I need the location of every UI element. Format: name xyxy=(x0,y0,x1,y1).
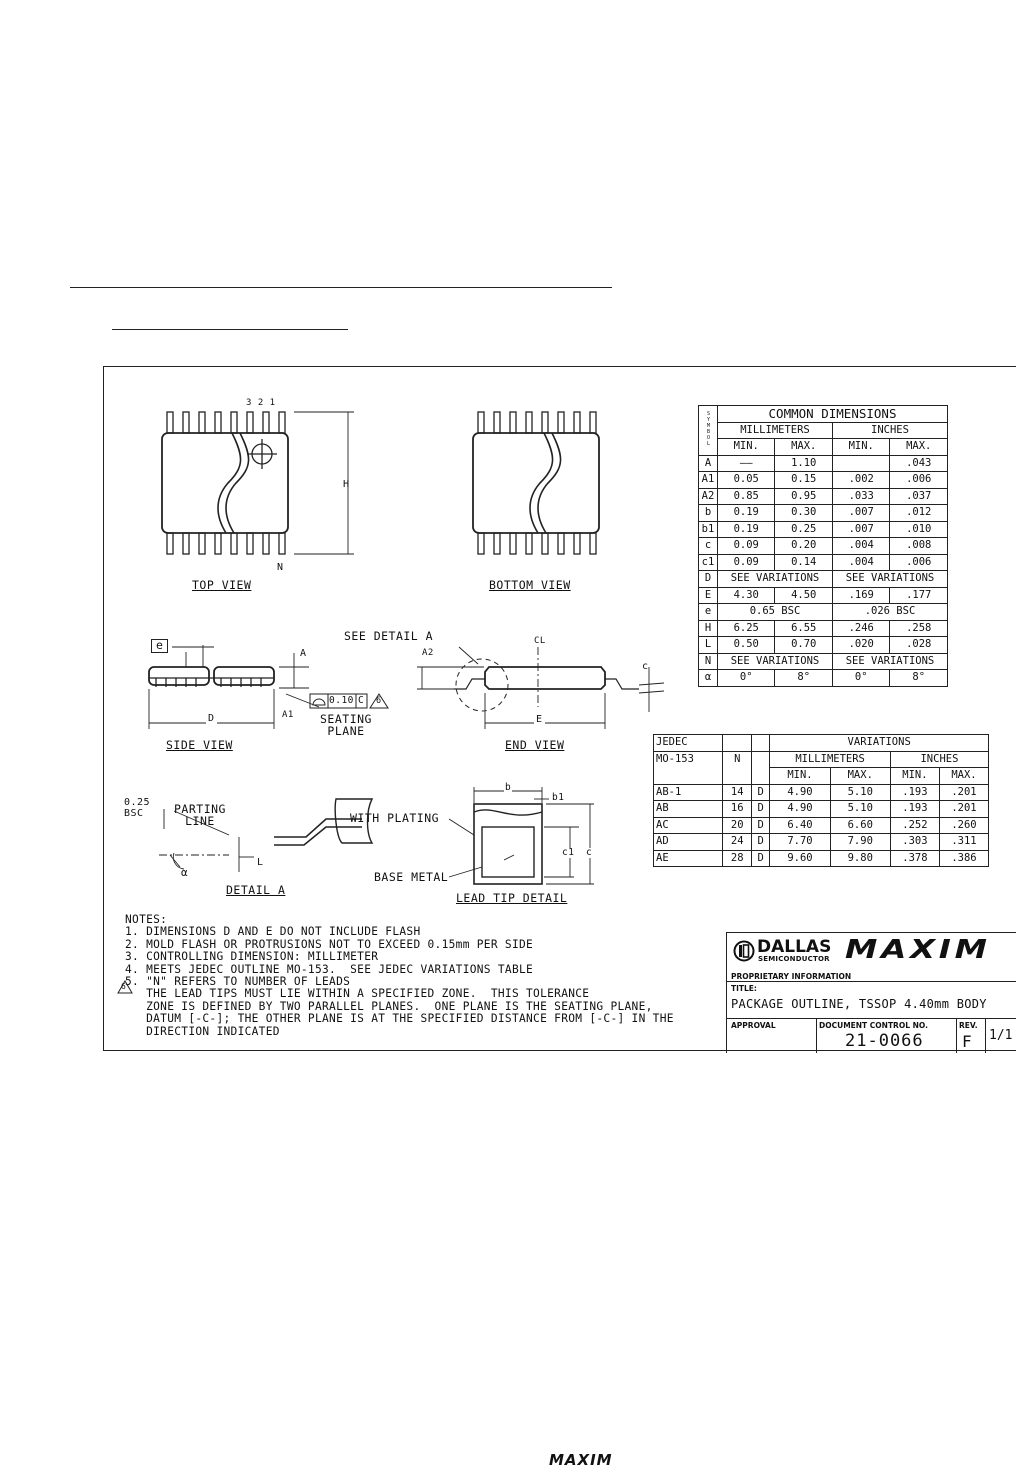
blank-header-1 xyxy=(723,735,752,752)
dimension-cell: 0.15 xyxy=(775,472,833,489)
note-line: 2. MOLD FLASH OR PROTRUSIONS NOT TO EXCEED 0.15mm PER SIDE xyxy=(125,937,534,951)
approval-divider xyxy=(816,1018,817,1053)
title-field-label: TITLE: xyxy=(731,984,757,993)
common-dimension-row xyxy=(699,488,948,505)
dimension-cell: —— xyxy=(718,455,775,472)
centerline-label: CL xyxy=(534,636,546,646)
common-dimension-row xyxy=(699,538,948,555)
dimension-cell: 6.25 xyxy=(718,620,775,637)
dimension-cell: 0.25 xyxy=(775,521,833,538)
dimension-cell: .246 xyxy=(832,620,889,637)
dimension-cell: 0.09 xyxy=(718,554,775,571)
common-dimension-row xyxy=(699,472,948,489)
doc-control-number: 21-0066 xyxy=(845,1031,924,1051)
top-view-package xyxy=(162,433,288,533)
dimension-cell: 0.85 xyxy=(718,488,775,505)
common-dimension-row xyxy=(699,653,948,670)
dimension-cell: SEE VARIATIONS xyxy=(718,653,833,670)
title-block xyxy=(726,932,1016,1053)
note-line: 3. CONTROLLING DIMENSION: MILLIMETER xyxy=(125,950,379,964)
symbol-header-text: SYMBOL xyxy=(705,411,712,448)
variation-cell: D xyxy=(752,834,770,851)
dimension-cell: .004 xyxy=(832,554,889,571)
dallas-logo-text: DALLAS xyxy=(757,937,832,957)
dimension-cell: .010 xyxy=(890,521,948,538)
dimension-cell: .008 xyxy=(890,538,948,555)
mm-min-header: MIN. xyxy=(718,439,775,456)
variation-row xyxy=(654,817,989,834)
variation-cell: 6.60 xyxy=(830,817,890,834)
document-title: PACKAGE OUTLINE, TSSOP 4.40mm BODY xyxy=(731,997,987,1011)
side-view-label: SIDE VIEW xyxy=(166,738,233,752)
variation-cell: 4.90 xyxy=(770,784,830,801)
common-dimension-row xyxy=(699,455,948,472)
dimension-cell: .006 xyxy=(890,554,948,571)
common-dimension-row xyxy=(699,620,948,637)
see-detail-a-label: SEE DETAIL A xyxy=(344,629,434,643)
dimension-cell: 0.95 xyxy=(775,488,833,505)
seating-plane-label: SEATING PLANE xyxy=(320,712,372,738)
base-metal-label: BASE METAL xyxy=(374,870,449,884)
dimension-cell: .258 xyxy=(890,620,948,637)
variation-row xyxy=(654,834,989,851)
rev-value: F xyxy=(962,1032,972,1051)
dimension-symbol: c xyxy=(699,538,718,555)
e-pitch-box: e xyxy=(151,639,168,653)
dimension-cell: 0.70 xyxy=(775,637,833,654)
variation-cell: .260 xyxy=(939,817,988,834)
variation-cell: AE xyxy=(654,850,723,867)
dimension-cell: 6.55 xyxy=(775,620,833,637)
header-rule-long xyxy=(70,287,612,288)
bottom-view-package xyxy=(473,412,599,554)
a2-dimension-label: A2 xyxy=(422,648,434,658)
l-dimension-label: L xyxy=(257,857,264,868)
variation-cell: 5.10 xyxy=(830,801,890,818)
variations-title: VARIATIONS xyxy=(770,735,989,752)
var-in-min: MIN. xyxy=(890,768,939,785)
var-mm-max: MAX. xyxy=(830,768,890,785)
var-mm-header: MILLIMETERS xyxy=(770,751,891,768)
dimension-symbol: A xyxy=(699,455,718,472)
c-thickness-label: c xyxy=(642,661,649,672)
dimension-symbol: A2 xyxy=(699,488,718,505)
dimension-cell: .004 xyxy=(832,538,889,555)
variation-cell: 28 xyxy=(723,850,752,867)
c-total-label: c xyxy=(586,847,593,858)
dimension-cell: 0.09 xyxy=(718,538,775,555)
common-dimension-row xyxy=(699,637,948,654)
variation-cell: .386 xyxy=(939,850,988,867)
dimension-cell: .028 xyxy=(890,637,948,654)
variation-cell: .193 xyxy=(890,784,939,801)
variation-cell: 9.80 xyxy=(830,850,890,867)
note-line: 5. "N" REFERS TO NUMBER OF LEADS xyxy=(125,975,351,989)
mo-153-header: MO-153 xyxy=(654,751,723,784)
variation-cell: 16 xyxy=(723,801,752,818)
variation-cell: .193 xyxy=(890,801,939,818)
dimension-cell: 0.19 xyxy=(718,505,775,522)
variation-cell: .252 xyxy=(890,817,939,834)
inches-header: INCHES xyxy=(832,422,947,439)
dimension-cell: .026 BSC xyxy=(832,604,947,621)
var-in-header: INCHES xyxy=(890,751,988,768)
jedec-header: JEDEC xyxy=(654,735,723,752)
common-dimension-row xyxy=(699,670,948,687)
variation-cell: 4.90 xyxy=(770,801,830,818)
lead-tip-detail-drawing xyxy=(449,787,594,884)
note-6-marker: 6 xyxy=(121,982,127,991)
variation-cell: 14 xyxy=(723,784,752,801)
dimension-symbol: N xyxy=(699,653,718,670)
dimension-cell: 0.19 xyxy=(718,521,775,538)
dimension-cell: SEE VARIATIONS xyxy=(832,571,947,588)
variation-cell: AC xyxy=(654,817,723,834)
variation-cell: AD xyxy=(654,834,723,851)
dimension-cell: 0.05 xyxy=(718,472,775,489)
common-dimension-row xyxy=(699,571,948,588)
dimension-cell: 0.30 xyxy=(775,505,833,522)
variation-cell: 24 xyxy=(723,834,752,851)
variations-table xyxy=(653,734,989,867)
maxim-logo: MAXIM xyxy=(845,935,991,965)
dimension-symbol: b xyxy=(699,505,718,522)
dimension-cell xyxy=(832,455,889,472)
sheet-number: 1/1 xyxy=(989,1028,1013,1043)
top-view-label: TOP VIEW xyxy=(192,578,252,592)
end-view-label: END VIEW xyxy=(505,738,565,752)
dimension-cell: SEE VARIATIONS xyxy=(718,571,833,588)
dimension-symbol: e xyxy=(699,604,718,621)
mm-max-header: MAX. xyxy=(775,439,833,456)
in-min-header: MIN. xyxy=(832,439,889,456)
dimension-cell: .007 xyxy=(832,521,889,538)
dimension-cell: .012 xyxy=(890,505,948,522)
variation-cell: 7.70 xyxy=(770,834,830,851)
package-outline-drawing xyxy=(103,366,1016,1051)
variation-cell: 6.40 xyxy=(770,817,830,834)
note-line: DATUM [-C-]; THE OTHER PLANE IS AT THE SPECIFIED DISTANCE FROM [-C-] IN THE xyxy=(125,1012,674,1026)
variation-cell: D xyxy=(752,850,770,867)
in-max-header: MAX. xyxy=(890,439,948,456)
variation-cell: 7.90 xyxy=(830,834,890,851)
proprietary-label: PROPRIETARY INFORMATION xyxy=(731,972,852,981)
variation-cell: .201 xyxy=(939,784,988,801)
dallas-logo-icon xyxy=(733,940,755,962)
parting-line-label: PARTING LINE xyxy=(174,802,226,828)
detail-a-label: DETAIL A xyxy=(226,883,286,897)
notes-heading: NOTES: xyxy=(125,913,168,926)
h-dimension-label: H xyxy=(343,479,350,490)
dimension-cell: 0.20 xyxy=(775,538,833,555)
symbol-header xyxy=(699,406,718,456)
common-dimensions-title: COMMON DIMENSIONS xyxy=(718,406,948,423)
common-dimension-row xyxy=(699,587,948,604)
dimension-cell: 1.10 xyxy=(775,455,833,472)
dimension-symbol: E xyxy=(699,587,718,604)
header-rule-short xyxy=(112,329,348,330)
blank-header-3 xyxy=(752,751,770,784)
dimension-cell: 0.65 BSC xyxy=(718,604,833,621)
variation-row xyxy=(654,784,989,801)
doc-control-label: DOCUMENT CONTROL NO. xyxy=(819,1021,928,1030)
dimension-cell: 4.50 xyxy=(775,587,833,604)
dimension-symbol: c1 xyxy=(699,554,718,571)
dimension-symbol: L xyxy=(699,637,718,654)
n-pin-label: N xyxy=(277,562,284,573)
variation-cell: 5.10 xyxy=(830,784,890,801)
with-plating-label: WITH PLATING xyxy=(350,811,440,825)
a1-dimension-label: A1 xyxy=(282,710,294,720)
dimension-cell: .020 xyxy=(832,637,889,654)
variation-row xyxy=(654,801,989,818)
variation-cell: D xyxy=(752,801,770,818)
sheet-divider xyxy=(985,1018,986,1053)
flatness-datum: C xyxy=(358,695,365,706)
notes-block xyxy=(125,914,674,1038)
var-mm-min: MIN. xyxy=(770,768,830,785)
dimension-cell: .033 xyxy=(832,488,889,505)
dimension-symbol: b1 xyxy=(699,521,718,538)
blank-header-2 xyxy=(752,735,770,752)
dimension-cell: SEE VARIATIONS xyxy=(832,653,947,670)
footer-maxim-logo: MAXIM xyxy=(549,1451,613,1469)
note-line: 1. DIMENSIONS D AND E DO NOT INCLUDE FLASH xyxy=(125,925,421,939)
d-dimension-label: D xyxy=(208,713,215,724)
common-dimension-row xyxy=(699,505,948,522)
note-line: ZONE IS DEFINED BY TWO PARALLEL PLANES. ONE PLANE IS THE SEATING PLANE, xyxy=(125,999,653,1013)
pin-numbers-label: 3 2 1 xyxy=(246,398,276,408)
n-header: N xyxy=(723,751,752,784)
dimension-cell: 0.14 xyxy=(775,554,833,571)
b1-width-label: b1 xyxy=(552,792,565,803)
dimension-cell: .043 xyxy=(890,455,948,472)
variation-cell: D xyxy=(752,817,770,834)
common-dimension-row xyxy=(699,604,948,621)
note-line: THE LEAD TIPS MUST LIE WITHIN A SPECIFIED ZONE. THIS TOLERANCE xyxy=(125,987,590,1001)
variation-cell: 9.60 xyxy=(770,850,830,867)
variation-cell: .303 xyxy=(890,834,939,851)
alpha-angle-label: α xyxy=(181,866,189,879)
dimension-cell: .169 xyxy=(832,587,889,604)
dimension-cell: .007 xyxy=(832,505,889,522)
bsc-025-label: 0.25 BSC xyxy=(124,797,151,819)
dimension-symbol: α xyxy=(699,670,718,687)
dimension-cell: 0.50 xyxy=(718,637,775,654)
variation-cell: 20 xyxy=(723,817,752,834)
variation-row xyxy=(654,850,989,867)
variation-cell: D xyxy=(752,784,770,801)
flatness-note-marker: 6 xyxy=(376,696,382,706)
dimension-symbol: D xyxy=(699,571,718,588)
dimension-cell: .177 xyxy=(890,587,948,604)
top-view-leads-bottom xyxy=(167,533,285,554)
dimension-cell: 8° xyxy=(890,670,948,687)
e-dimension-label: E xyxy=(536,714,543,725)
title-divider-2 xyxy=(727,1018,1016,1019)
title-divider-1 xyxy=(727,981,1016,982)
c1-thickness-label: c1 xyxy=(562,847,575,858)
mm-header: MILLIMETERS xyxy=(718,422,833,439)
bottom-view-label: BOTTOM VIEW xyxy=(489,578,571,592)
a-dimension-label: A xyxy=(300,648,307,659)
b-width-label: b xyxy=(505,782,512,793)
variation-cell: AB-1 xyxy=(654,784,723,801)
note-line: 4. MEETS JEDEC OUTLINE MO-153. SEE JEDEC VARIATIONS TABLE xyxy=(125,962,534,976)
flatness-value: 0.10 xyxy=(329,695,354,706)
dimension-cell: 8° xyxy=(775,670,833,687)
note-line: DIRECTION INDICATED xyxy=(125,1024,280,1038)
dimension-cell: .006 xyxy=(890,472,948,489)
notes-lines xyxy=(125,926,674,1038)
dimension-cell: 0° xyxy=(718,670,775,687)
dimension-cell: 4.30 xyxy=(718,587,775,604)
variation-cell: .201 xyxy=(939,801,988,818)
variation-cell: .378 xyxy=(890,850,939,867)
lead-tip-detail-label: LEAD TIP DETAIL xyxy=(456,891,568,905)
common-dimension-row xyxy=(699,521,948,538)
dimension-symbol: H xyxy=(699,620,718,637)
rev-label: REV. xyxy=(959,1021,978,1030)
semiconductor-logo-text: SEMICONDUCTOR xyxy=(758,955,830,963)
variation-cell: .311 xyxy=(939,834,988,851)
dimension-symbol: A1 xyxy=(699,472,718,489)
var-in-max: MAX. xyxy=(939,768,988,785)
top-view-leads-top xyxy=(167,412,285,433)
dimension-cell: 0° xyxy=(832,670,889,687)
common-dimensions-table xyxy=(698,405,948,687)
approval-label: APPROVAL xyxy=(731,1021,776,1030)
dimension-cell: .002 xyxy=(832,472,889,489)
dimension-cell: .037 xyxy=(890,488,948,505)
variation-cell: AB xyxy=(654,801,723,818)
rev-divider xyxy=(956,1018,957,1053)
common-dimension-row xyxy=(699,554,948,571)
